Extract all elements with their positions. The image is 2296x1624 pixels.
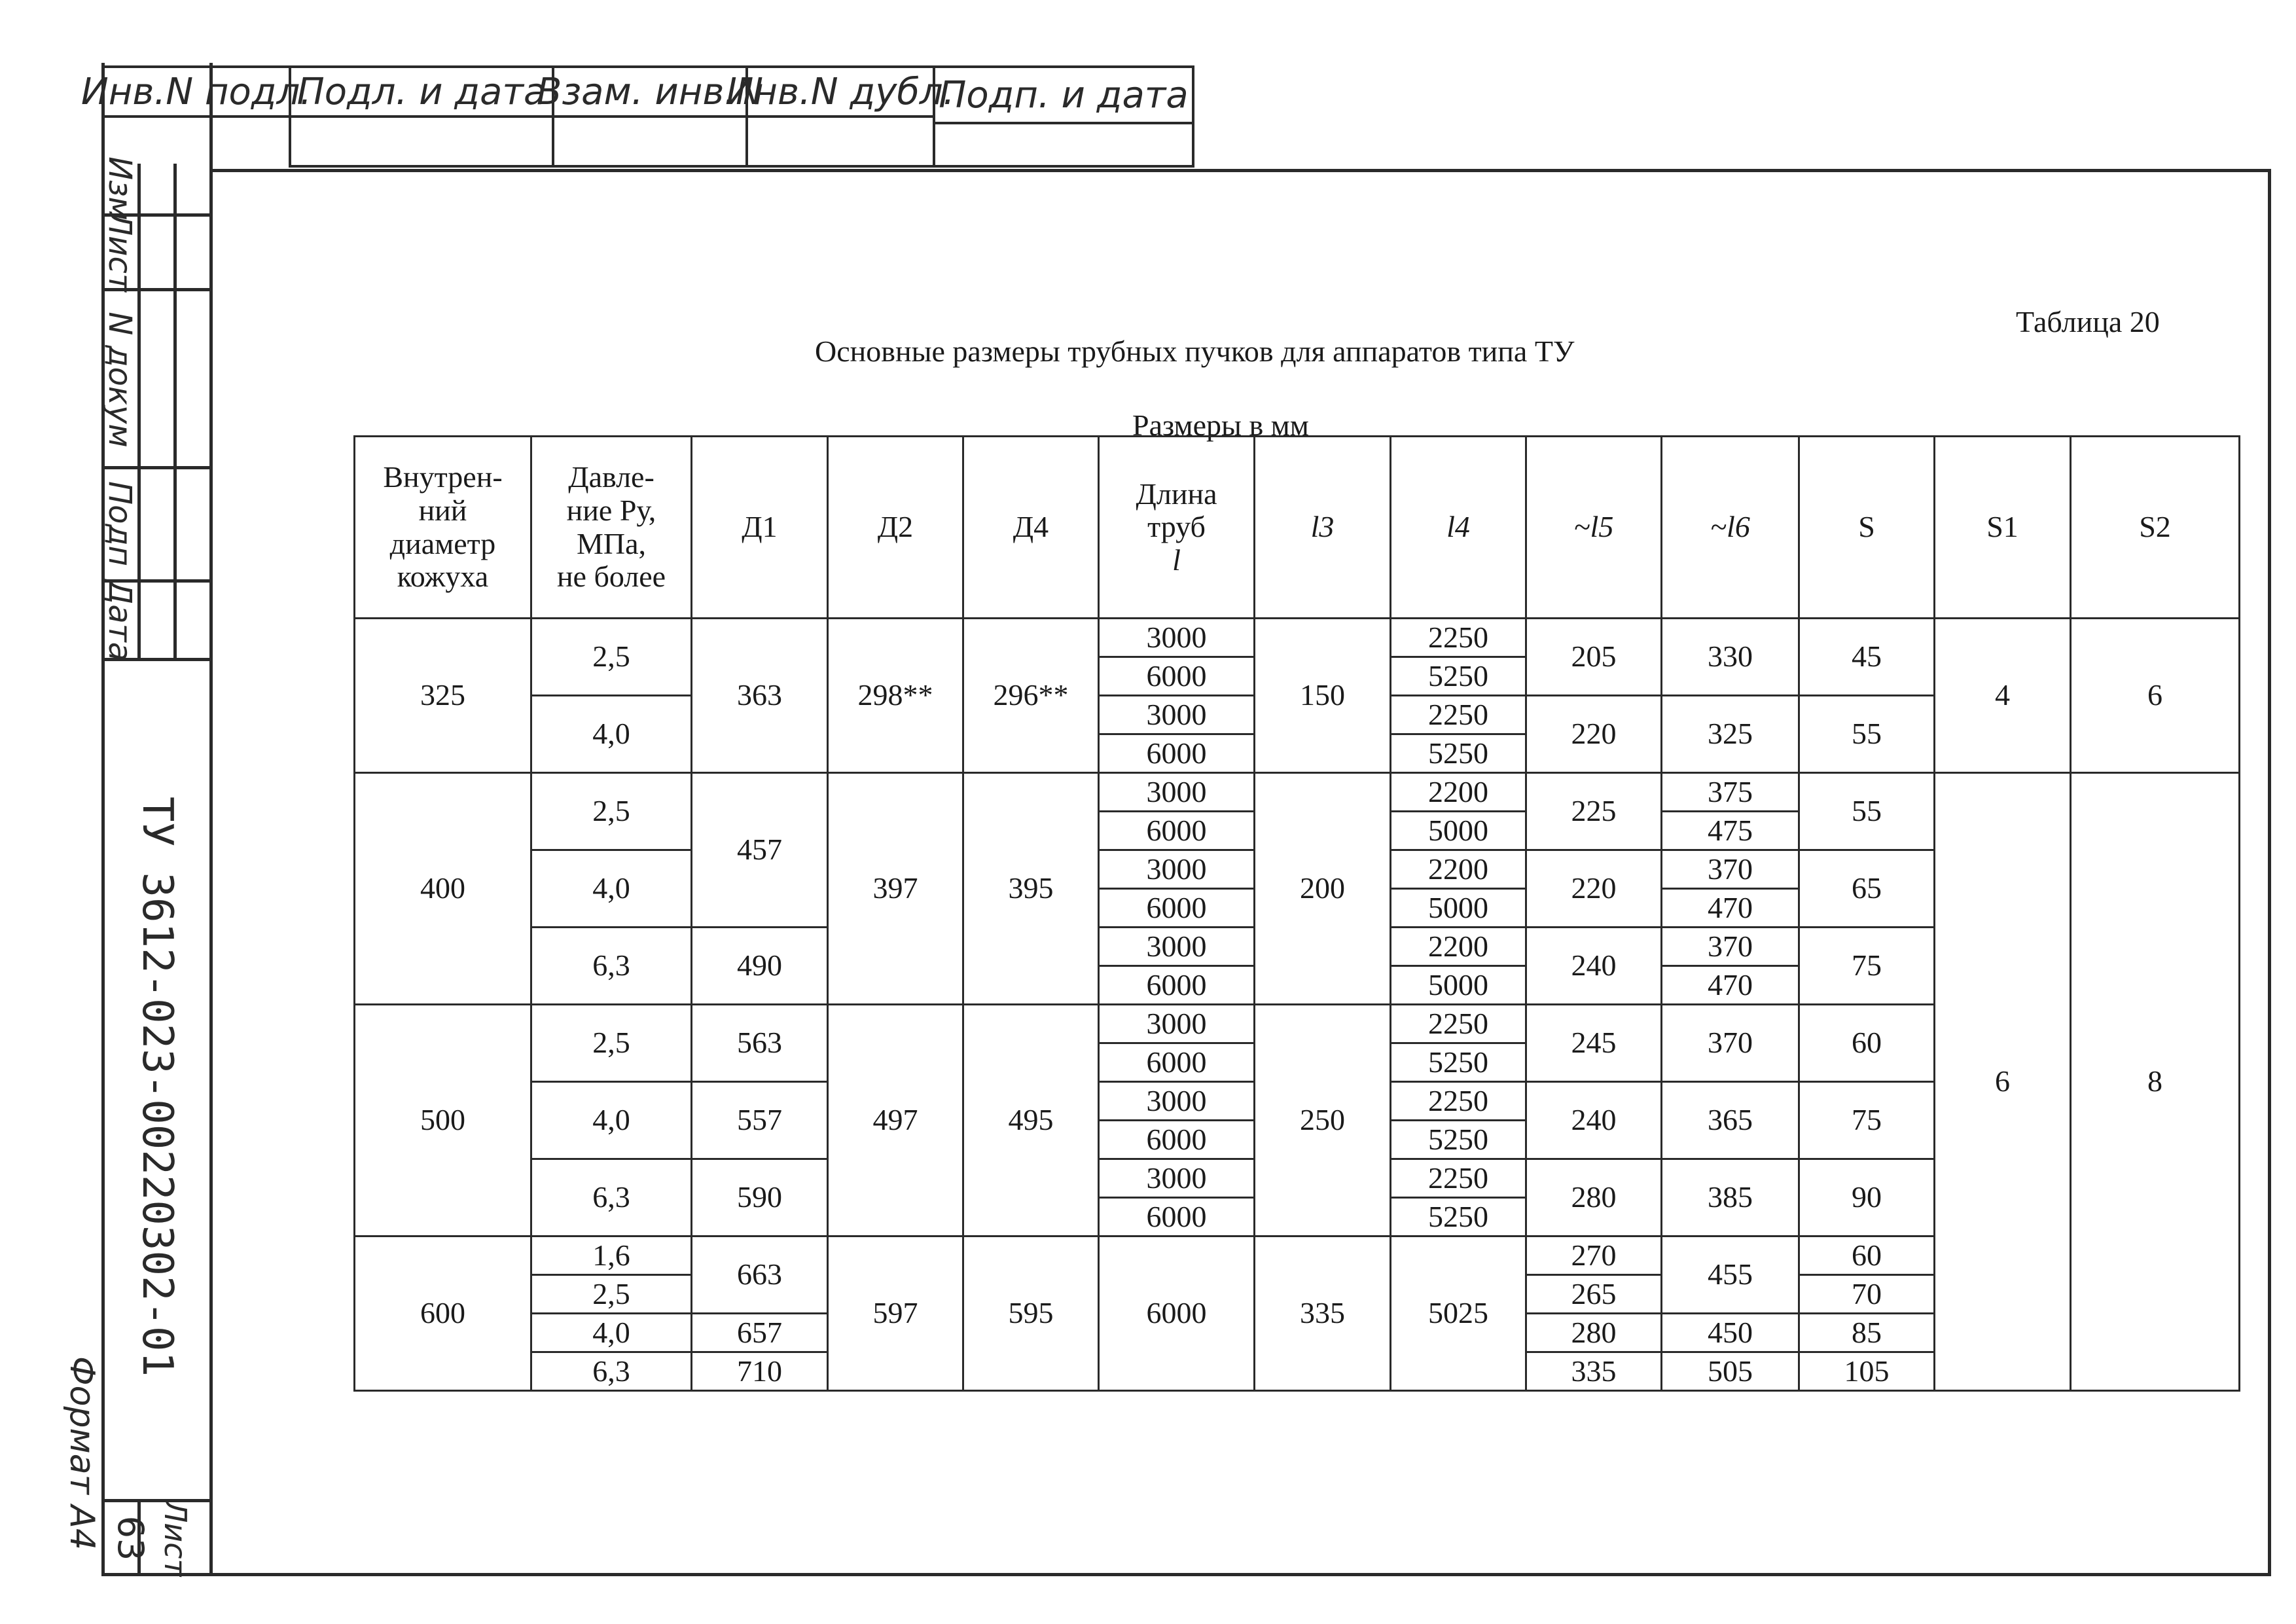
stamp-label: Инв.N подл. bbox=[81, 70, 312, 113]
header-d4: Д4 bbox=[963, 437, 1099, 619]
header-d2: Д2 bbox=[828, 437, 963, 619]
cell-l5: 240 bbox=[1526, 1082, 1662, 1159]
cell-s: 75 bbox=[1799, 1082, 1935, 1159]
stamp-label: Взам. инв.N bbox=[536, 70, 764, 113]
cell-d1: 657 bbox=[692, 1314, 828, 1352]
document-code: ТУ 3612-023-00220302-01 bbox=[133, 796, 181, 1377]
table-row bbox=[355, 773, 2240, 812]
cell-l5: 265 bbox=[1526, 1275, 1662, 1314]
cell-d1: 590 bbox=[692, 1159, 828, 1236]
cell-diameter: 500 bbox=[355, 1005, 531, 1236]
cell-d1: 490 bbox=[692, 928, 828, 1005]
header-line: МПа, bbox=[576, 526, 647, 560]
cell-l5: 225 bbox=[1526, 773, 1662, 850]
cell-l4: 2250 bbox=[1391, 1005, 1526, 1043]
header-line: Длина bbox=[1136, 477, 1217, 511]
cell-l4: 5000 bbox=[1391, 889, 1526, 928]
stamp-empty-cell bbox=[289, 115, 554, 168]
stamp-cell-podl-data bbox=[289, 65, 554, 118]
cell-pressure: 6,3 bbox=[531, 928, 692, 1005]
cell-l3: 200 bbox=[1255, 773, 1391, 1005]
stamp-empty-cell bbox=[552, 115, 748, 168]
stamp-label-podp: Подп bbox=[101, 480, 138, 567]
cell-s: 55 bbox=[1799, 773, 1935, 850]
cell-d1: 563 bbox=[692, 1005, 828, 1082]
cell-l6: 470 bbox=[1662, 889, 1799, 928]
cell-s: 85 bbox=[1799, 1314, 1935, 1352]
cell-l4: 2250 bbox=[1391, 696, 1526, 734]
stamp-empty-cell bbox=[933, 122, 1194, 168]
cell-l5: 270 bbox=[1526, 1236, 1662, 1275]
cell-l4: 5000 bbox=[1391, 966, 1526, 1005]
cell-length: 6000 bbox=[1099, 657, 1255, 696]
cell-l6: 470 bbox=[1662, 966, 1799, 1005]
sheet-number: 63 bbox=[110, 1515, 152, 1561]
stamp-cell-inv-dubl bbox=[726, 65, 955, 118]
header-l6: ~l6 bbox=[1662, 437, 1799, 619]
cell-l4: 5250 bbox=[1391, 1198, 1526, 1236]
cell-l5: 280 bbox=[1526, 1314, 1662, 1352]
cell-length: 3000 bbox=[1099, 696, 1255, 734]
cell-length: 3000 bbox=[1099, 1082, 1255, 1121]
cell-s2: 6 bbox=[2071, 619, 2240, 773]
cell-pressure: 4,0 bbox=[531, 850, 692, 928]
cell-s: 65 bbox=[1799, 850, 1935, 928]
cell-length: 3000 bbox=[1099, 850, 1255, 889]
cell-pressure: 6,3 bbox=[531, 1159, 692, 1236]
header-line: диаметр bbox=[389, 526, 496, 560]
cell-pressure: 4,0 bbox=[531, 1082, 692, 1159]
stamp-label-data: Дата bbox=[101, 579, 138, 662]
stamp-label-izm: Изм bbox=[101, 156, 138, 221]
cell-s2: 8 bbox=[2071, 773, 2240, 1391]
cell-length: 6000 bbox=[1099, 1236, 1255, 1391]
cell-pressure: 2,5 bbox=[531, 773, 692, 850]
cell-length: 3000 bbox=[1099, 619, 1255, 657]
cell-d4: 296** bbox=[963, 619, 1099, 773]
cell-pressure: 6,3 bbox=[531, 1352, 692, 1391]
cell-l5: 220 bbox=[1526, 696, 1662, 773]
cell-diameter: 400 bbox=[355, 773, 531, 1005]
cell-pressure: 1,6 bbox=[531, 1236, 692, 1275]
header-line: ний bbox=[418, 493, 467, 527]
cell-length: 3000 bbox=[1099, 1159, 1255, 1198]
header-s2: S2 bbox=[2071, 437, 2240, 619]
stamp-divider bbox=[173, 164, 177, 661]
cell-s: 60 bbox=[1799, 1005, 1935, 1082]
cell-l3: 150 bbox=[1255, 619, 1391, 773]
cell-l4: 5250 bbox=[1391, 657, 1526, 696]
header-tube-length bbox=[1099, 437, 1255, 619]
cell-s1: 6 bbox=[1935, 773, 2071, 1391]
cell-d2: 298** bbox=[828, 619, 963, 773]
header-l3: l3 bbox=[1255, 437, 1391, 619]
cell-l6: 455 bbox=[1662, 1236, 1799, 1314]
cell-l3: 335 bbox=[1255, 1236, 1391, 1391]
cell-d4: 495 bbox=[963, 1005, 1099, 1236]
cell-s: 90 bbox=[1799, 1159, 1935, 1236]
cell-length: 6000 bbox=[1099, 966, 1255, 1005]
header-line: кожуха bbox=[397, 560, 489, 594]
header-d1: Д1 bbox=[692, 437, 828, 619]
cell-length: 3000 bbox=[1099, 928, 1255, 966]
cell-l4: 5025 bbox=[1391, 1236, 1526, 1391]
header-line: труб bbox=[1147, 510, 1206, 544]
cell-l4: 2250 bbox=[1391, 1159, 1526, 1198]
cell-length: 6000 bbox=[1099, 889, 1255, 928]
header-inner-diameter bbox=[355, 437, 531, 619]
cell-d4: 395 bbox=[963, 773, 1099, 1005]
cell-s1: 4 bbox=[1935, 619, 2071, 773]
cell-length: 6000 bbox=[1099, 812, 1255, 850]
cell-l4: 5000 bbox=[1391, 812, 1526, 850]
cell-pressure: 2,5 bbox=[531, 619, 692, 696]
cell-l4: 5250 bbox=[1391, 1121, 1526, 1159]
tube-bundle-table bbox=[353, 435, 2240, 1392]
stamp-label-n-dokum: N докум bbox=[101, 312, 138, 448]
cell-l6: 365 bbox=[1662, 1082, 1799, 1159]
cell-d1: 363 bbox=[692, 619, 828, 773]
header-line: не более bbox=[556, 560, 666, 594]
stamp-label: Подл. и дата bbox=[296, 70, 547, 113]
cell-diameter: 325 bbox=[355, 619, 531, 773]
cell-s: 105 bbox=[1799, 1352, 1935, 1391]
cell-length: 6000 bbox=[1099, 1043, 1255, 1082]
sheet-label: Лист bbox=[158, 1500, 193, 1577]
cell-l6: 370 bbox=[1662, 1005, 1799, 1082]
cell-d2: 397 bbox=[828, 773, 963, 1005]
header-line: l bbox=[1172, 543, 1181, 577]
table-header-row bbox=[355, 437, 2240, 619]
cell-length: 3000 bbox=[1099, 1005, 1255, 1043]
cell-l4: 2200 bbox=[1391, 850, 1526, 889]
cell-length: 3000 bbox=[1099, 773, 1255, 812]
cell-s: 45 bbox=[1799, 619, 1935, 696]
cell-diameter: 600 bbox=[355, 1236, 531, 1391]
cell-l4: 2200 bbox=[1391, 928, 1526, 966]
cell-l6: 325 bbox=[1662, 696, 1799, 773]
header-line: ние Ру, bbox=[566, 493, 656, 527]
cell-l6: 505 bbox=[1662, 1352, 1799, 1391]
cell-l5: 220 bbox=[1526, 850, 1662, 928]
header-pressure bbox=[531, 437, 692, 619]
header-line: Внутрен- bbox=[383, 460, 503, 494]
cell-l6: 370 bbox=[1662, 928, 1799, 966]
units-note: Размеры в мм bbox=[1132, 408, 1309, 442]
cell-d1: 710 bbox=[692, 1352, 828, 1391]
cell-l4: 2250 bbox=[1391, 1082, 1526, 1121]
cell-l6: 370 bbox=[1662, 850, 1799, 889]
cell-s: 75 bbox=[1799, 928, 1935, 1005]
cell-pressure: 2,5 bbox=[531, 1005, 692, 1082]
cell-length: 6000 bbox=[1099, 734, 1255, 773]
stamp-empty-cell bbox=[745, 115, 935, 168]
cell-l4: 5250 bbox=[1391, 1043, 1526, 1082]
cell-s: 60 bbox=[1799, 1236, 1935, 1275]
cell-l3: 250 bbox=[1255, 1005, 1391, 1236]
cell-l6: 450 bbox=[1662, 1314, 1799, 1352]
cell-s: 55 bbox=[1799, 696, 1935, 773]
stamp-cell-podp-data bbox=[933, 65, 1194, 124]
table-number: Таблица 20 bbox=[2016, 305, 2160, 338]
cell-d1: 663 bbox=[692, 1236, 828, 1314]
cell-l6: 475 bbox=[1662, 812, 1799, 850]
cell-l4: 2250 bbox=[1391, 619, 1526, 657]
cell-length: 6000 bbox=[1099, 1121, 1255, 1159]
stamp-label-list: Лист bbox=[101, 212, 138, 292]
cell-l6: 385 bbox=[1662, 1159, 1799, 1236]
cell-length: 6000 bbox=[1099, 1198, 1255, 1236]
cell-l6: 375 bbox=[1662, 773, 1799, 812]
table-title: Основные размеры трубных пучков для аппаратов типа ТУ bbox=[815, 334, 1575, 368]
cell-pressure: 4,0 bbox=[531, 1314, 692, 1352]
cell-pressure: 4,0 bbox=[531, 696, 692, 773]
cell-d1: 557 bbox=[692, 1082, 828, 1159]
header-line: Давле- bbox=[568, 460, 655, 494]
cell-l5: 205 bbox=[1526, 619, 1662, 696]
header-s: S bbox=[1799, 437, 1935, 619]
cell-l5: 335 bbox=[1526, 1352, 1662, 1391]
header-l5: ~l5 bbox=[1526, 437, 1662, 619]
cell-d2: 597 bbox=[828, 1236, 963, 1391]
cell-s: 70 bbox=[1799, 1275, 1935, 1314]
stamp-cell-vzam-inv bbox=[536, 65, 764, 118]
header-l4: l4 bbox=[1391, 437, 1526, 619]
cell-l5: 245 bbox=[1526, 1005, 1662, 1082]
cell-l4: 2200 bbox=[1391, 773, 1526, 812]
cell-d2: 497 bbox=[828, 1005, 963, 1236]
cell-pressure: 2,5 bbox=[531, 1275, 692, 1314]
cell-l5: 280 bbox=[1526, 1159, 1662, 1236]
cell-l4: 5250 bbox=[1391, 734, 1526, 773]
cell-d4: 595 bbox=[963, 1236, 1099, 1391]
cell-d1: 457 bbox=[692, 773, 828, 928]
cell-l5: 240 bbox=[1526, 928, 1662, 1005]
stamp-label: Инв.N дубл. bbox=[726, 70, 955, 113]
stamp-label: Подп. и дата bbox=[939, 73, 1189, 117]
cell-l6: 330 bbox=[1662, 619, 1799, 696]
format-label: Формат А4 bbox=[62, 1356, 101, 1551]
header-s1: S1 bbox=[1935, 437, 2071, 619]
table-row bbox=[355, 619, 2240, 657]
